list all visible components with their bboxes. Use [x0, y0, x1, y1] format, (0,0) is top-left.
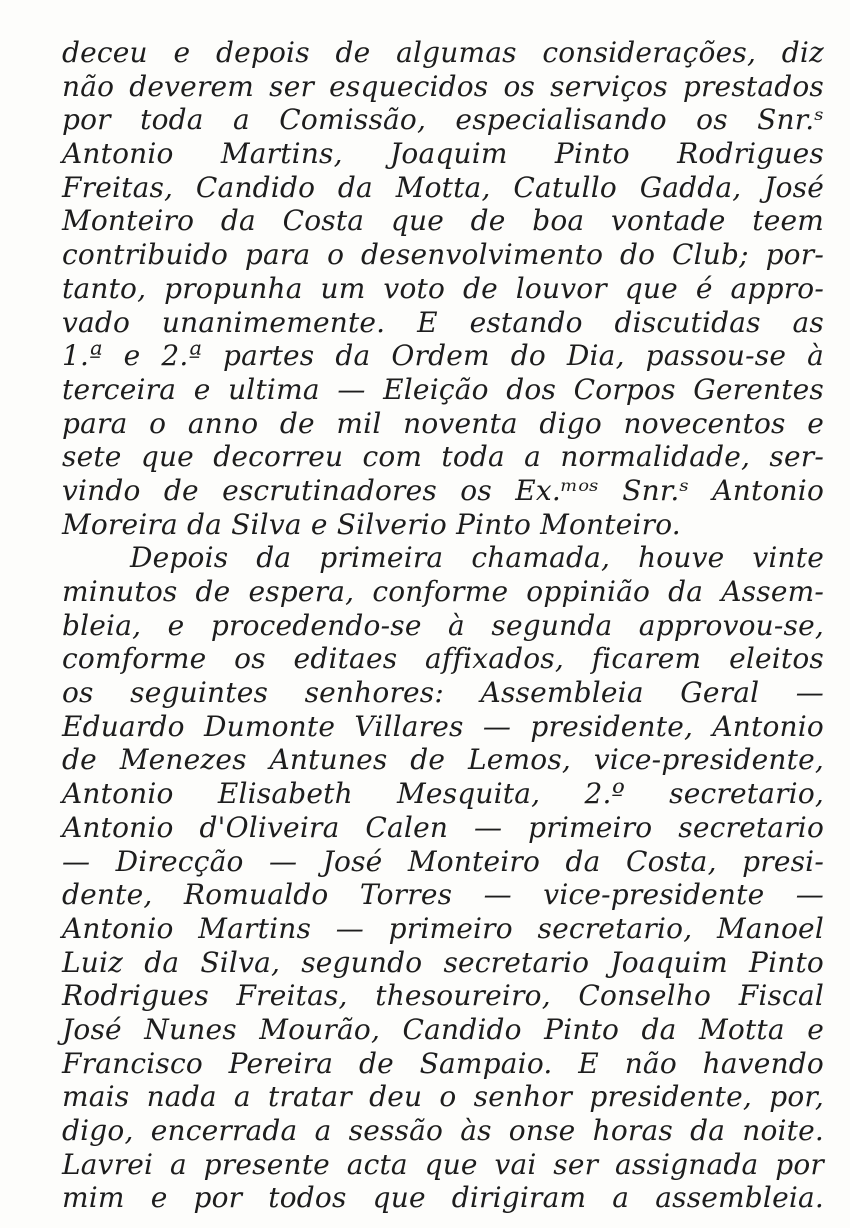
text-line: contribuido para o desenvolvimento do Club; por- [62, 238, 824, 272]
text-line: Lavrei a presente acta que vai ser assignada por [62, 1147, 824, 1181]
text-line: Francisco Pereira de Sampaio. E não havendo [62, 1046, 824, 1080]
paragraph-end-line: Moreira da Silva e Silverio Pinto Monteiro. [62, 507, 681, 541]
text-line: Monteiro da Costa que de boa vontade teem [62, 204, 824, 238]
text-line: bleia, e procedendo-se à segunda approvou-se, [62, 608, 824, 642]
text-line: Rodrigues Freitas, thesoureiro, Conselho Fiscal [62, 979, 824, 1013]
text-line: 1.ª e 2.ª partes da Ordem do Dia, passou-se à [62, 339, 824, 373]
text-line: terceira e ultima — Eleição dos Corpos Gerentes [62, 372, 824, 406]
text-line: não deverem ser esquecidos os serviços prestados [62, 69, 824, 103]
text-line: de Menezes Antunes de Lemos, vice-presidente, [62, 743, 824, 777]
text-line: digo, encerrada a sessão às onse horas da noite. [62, 1114, 824, 1147]
text-line: mais nada a tratar deu o senhor presidente, por, [62, 1080, 824, 1114]
text-line: minutos de espera, conforme oppinião da Assem- [62, 575, 824, 608]
text-line: Luiz da Silva, segundo secretario Joaquim Pinto [62, 945, 824, 979]
text-line: para o anno de mil noventa digo novecentos e [62, 406, 824, 440]
minutes-text [62, 36, 824, 1215]
text-line: Antonio Martins — primeiro secretario, Manoel [62, 911, 824, 945]
text-line: José Nunes Mourão, Candido Pinto da Motta e [62, 1012, 824, 1046]
text-line: Eduardo Dumonte Villares — presidente, Antonio [62, 709, 824, 743]
text-line: tanto, propunha um voto de louvor que é appro- [62, 271, 824, 305]
text-line: Antonio Martins, Joaquim Pinto Rodrigues [62, 137, 824, 171]
text-line: Antonio d'Oliveira Calen — primeiro secretario [62, 810, 824, 844]
text-line: comforme os editaes affixados, ficarem eleitos [62, 642, 824, 676]
text-line: deceu e depois de algumas considerações, diz [62, 36, 824, 69]
text-line: vado unanimemente. E estando discutidas as [62, 305, 824, 339]
text-line: por toda a Comissão, especialisando os Snr.ˢ [62, 103, 824, 137]
text-line: mim e por todos que dirigiram a assembleia. [62, 1181, 824, 1215]
text-line: — Direcção — José Monteiro da Costa, presi- [62, 844, 824, 878]
paragraph-start-line: Depois da primeira chamada, houve vinte [130, 541, 824, 575]
text-line: sete que decorreu com toda a normalidade, ser- [62, 440, 824, 474]
text-line: os seguintes senhores: Assembleia Geral — [62, 676, 824, 710]
text-line: Freitas, Candido da Motta, Catullo Gadda, José [62, 170, 824, 204]
text-line: Antonio Elisabeth Mesquita, 2.º secretario, [62, 777, 824, 811]
text-line: vindo de escrutinadores os Ex.ᵐᵒˢ Snr.ˢ Antonio [62, 473, 824, 507]
text-line: dente, Romualdo Torres — vice-presidente — [62, 878, 824, 912]
